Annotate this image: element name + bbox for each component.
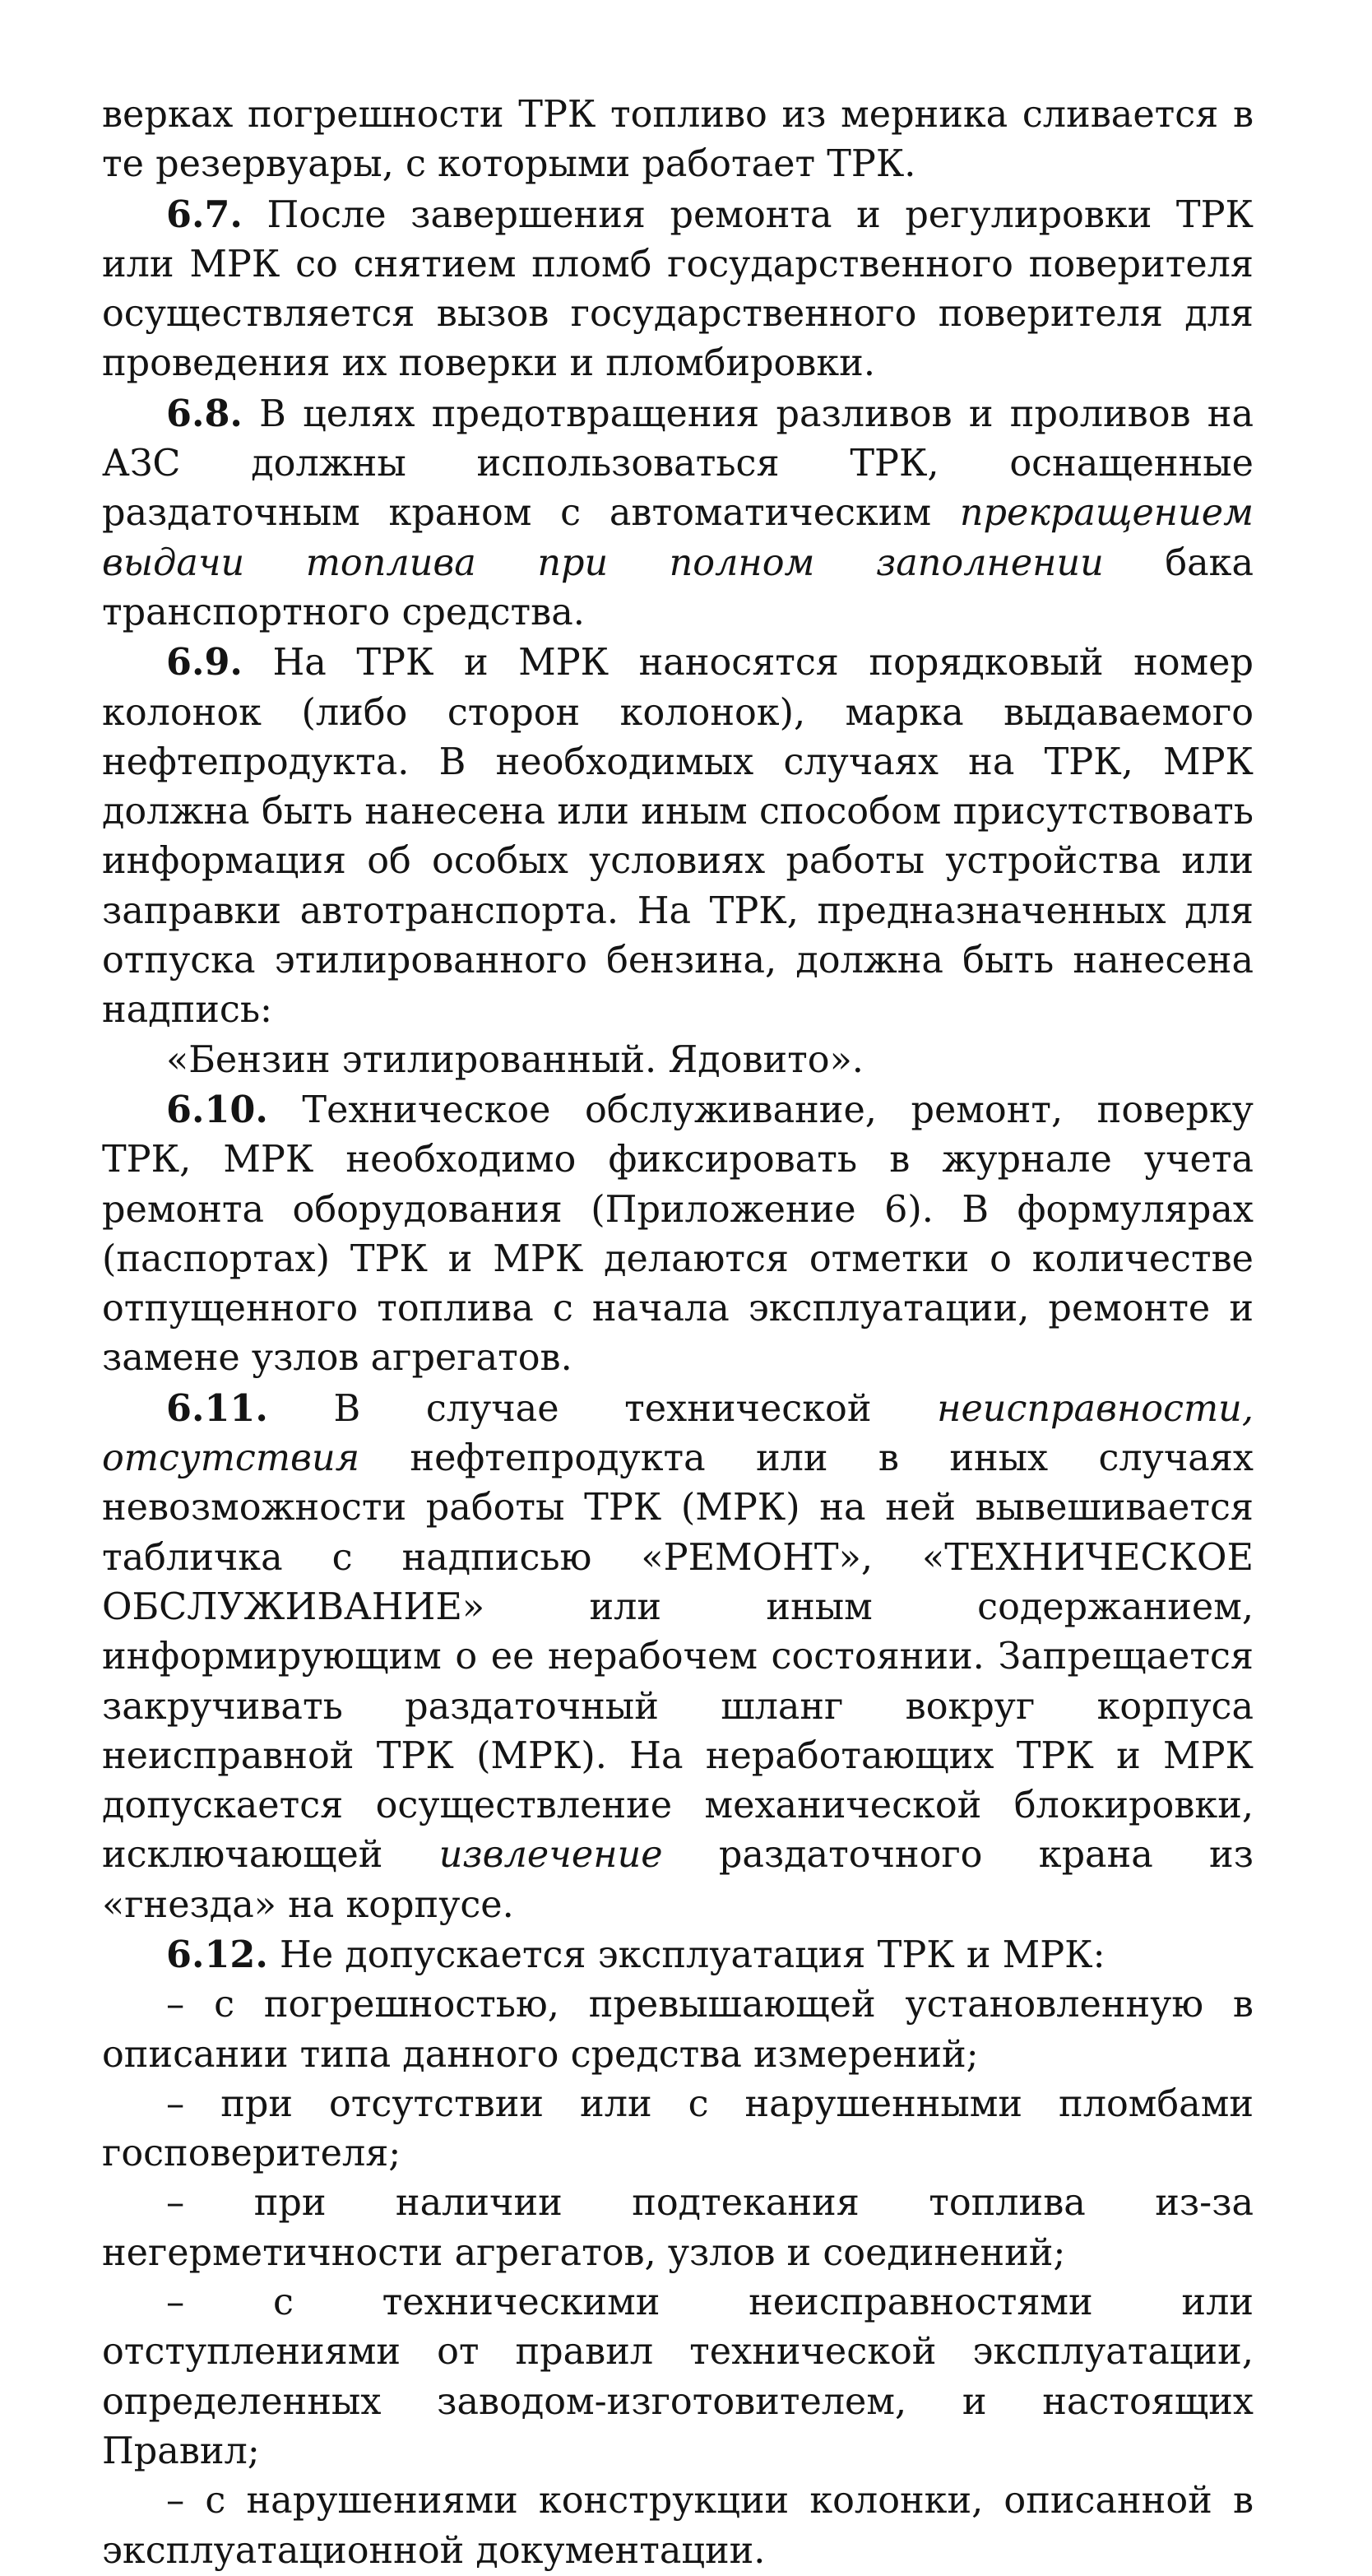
list-item <box>102 2476 1254 2576</box>
list-item-text: – с техническими неисправностями или отступлениями от правил технической эксплуатации, определенных заводом-изготовителем, и настоящих Правил; <box>102 2281 1254 2472</box>
paragraph-text: На ТРК и МРК наносятся порядковый номер колонок (либо сторон колонок), марка выдаваемого нефтепродукта. В необходимых случаях на ТРК, МРК должна быть нанесена или иным способом присутствовать информация об особых условиях работы устройства или заправки автотранспорта. На ТРК, предназначенных для отпуска этилированного бензина, должна быть нанесена надпись: <box>102 642 1254 1032</box>
list-item <box>102 2179 1254 2278</box>
list-item-text: – с нарушениями конструкции колонки, описанной в эксплуатационной документации. <box>102 2480 1254 2572</box>
paragraph-6-12 <box>102 1930 1254 1980</box>
list-item <box>102 1980 1254 2080</box>
paragraph-text-italic: прекращением выдачи топлива при полном заполнении <box>102 492 1254 584</box>
section-number: 6.10. <box>166 1088 268 1131</box>
paragraph-text: нефтепродукта или в иных случаях невозможности работы ТРК (МРК) на ней вывешивается табличка с надписью «РЕМОНТ», «ТЕХНИЧЕСКОЕ ОБСЛУЖИВАНИЕ» или иным содержанием, информирующим о ее нерабочем состоянии. Запрещается закручивать раздаточный шланг вокруг корпуса неисправной ТРК (МРК). На неработающих ТРК и МРК допускается осуществление механической блокировки, исключающей <box>102 1437 1254 1877</box>
paragraph-6-8 <box>102 389 1254 638</box>
section-number: 6.7. <box>166 193 243 236</box>
paragraph-continuation <box>102 91 1254 190</box>
paragraph-text: Техническое обслуживание, ремонт, поверку ТРК, МРК необходимо фиксировать в журнале учета ремонта оборудования (Приложение 6). В формулярах (паспортах) ТРК и МРК делаются отметки о количестве отпущенного топлива с начала эксплуатации, ремонте и замене узлов агрегатов. <box>102 1088 1254 1380</box>
paragraph-text: «Бензин этилированный. Ядовито». <box>166 1038 864 1081</box>
list-item-text: – с погрешностью, превышающей установленную в описании типа данного средства измерений; <box>102 1984 1254 2076</box>
list-item <box>102 2080 1254 2179</box>
paragraph-text: После завершения ремонта и регулировки ТРК или МРК со снятием пломб государственного поверителя осуществляется вызов государственного поверителя для проведения их поверки и пломбировки. <box>102 193 1254 385</box>
paragraph-6-7 <box>102 190 1254 389</box>
paragraph-6-10 <box>102 1085 1254 1384</box>
paragraph-text-italic: извлечение <box>438 1834 663 1877</box>
page-body <box>102 91 1254 2576</box>
list-item <box>102 2278 1254 2476</box>
section-number: 6.11. <box>166 1386 268 1430</box>
paragraph-text: раздаточного крана из «гнезда» на корпусе. <box>102 1834 1254 1926</box>
paragraph-quote <box>102 1036 1254 1085</box>
paragraph-6-11 <box>102 1384 1254 1930</box>
paragraph-text: В случае технической <box>267 1387 938 1430</box>
paragraph-text: Не допускается эксплуатация ТРК и МРК: <box>267 1933 1105 1976</box>
paragraph-text: бака транспортного средства. <box>102 541 1254 634</box>
section-number: 6.9. <box>166 641 243 685</box>
paragraph-text: В целях предотвращения разливов и проливов на АЗС должны использоваться ТРК, оснащенные раздаточным краном с автоматическим <box>102 392 1254 535</box>
paragraph-6-9 <box>102 638 1254 1035</box>
list-item-text: – при наличии подтекания топлива из-за негерметичности агрегатов, узлов и соединений; <box>102 2182 1254 2274</box>
paragraph-text: верках погрешности ТРК топливо из мерника сливается в те резервуары, с которыми работает ТРК. <box>102 94 1254 186</box>
paragraph-text-italic: неисправности, отсутствия <box>102 1387 1254 1480</box>
section-number: 6.8. <box>166 392 243 435</box>
section-number: 6.12. <box>166 1933 268 1976</box>
list-item-text: – при отсутствии или с нарушенными пломбами госповерителя; <box>102 2082 1254 2175</box>
